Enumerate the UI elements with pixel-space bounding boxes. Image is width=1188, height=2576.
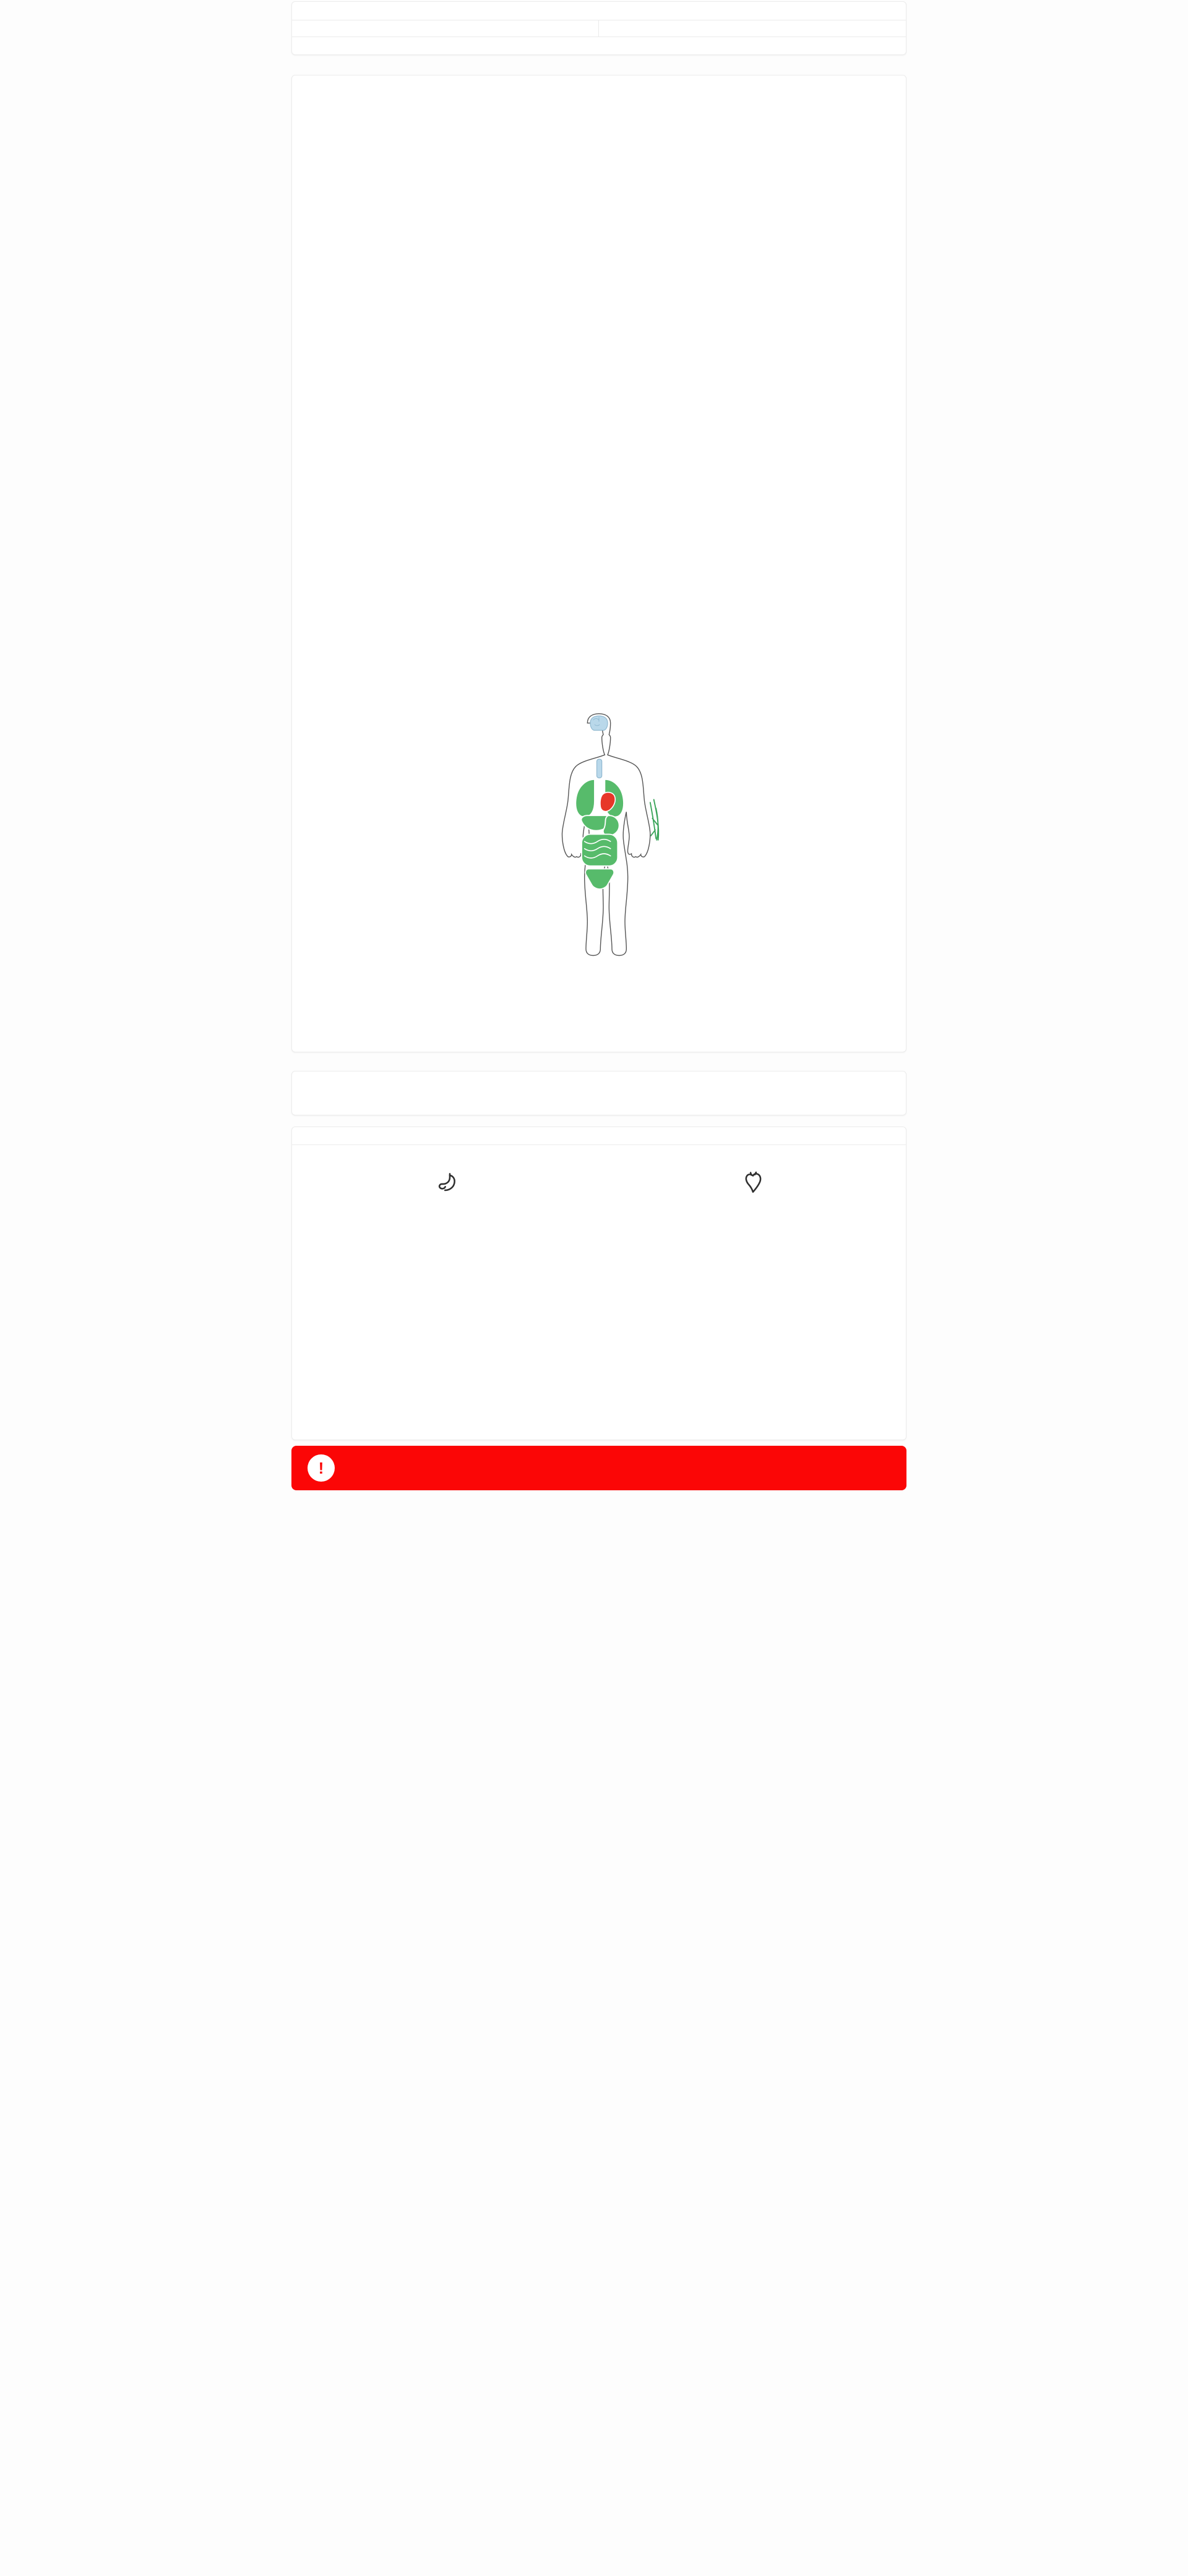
arm-vessels: [650, 800, 658, 840]
body-diagram: [512, 713, 686, 1003]
emotional-state-cell: [292, 20, 599, 36]
recommendation-organs: [292, 1161, 906, 1294]
stomach-organ: [603, 815, 619, 836]
lr-bar-chart: [292, 82, 906, 286]
record-details-card: [291, 1, 906, 55]
medical-disclaimer-banner: [291, 1446, 906, 1490]
stomach-icon: [432, 1170, 459, 1197]
comments-label: [292, 37, 906, 54]
feelings-row: [292, 20, 906, 37]
charts-card: [291, 75, 906, 1052]
recommendation-notes: [292, 1311, 906, 1321]
recommendations-card: [291, 1127, 906, 1440]
record-header: [292, 2, 906, 20]
overall-feeling-cell: [599, 20, 906, 36]
trachea-organ: [597, 759, 602, 778]
content-column: [291, 0, 906, 1513]
heart-icon: [739, 1170, 766, 1197]
organ-radar-chart: [292, 309, 906, 671]
recommendations-title: [292, 1127, 906, 1145]
exclamation-icon: !: [308, 1454, 335, 1482]
indicators-title: [292, 1071, 906, 1090]
brain-organ: [590, 716, 608, 730]
stomach-block: [292, 1161, 599, 1294]
heart-block: [599, 1161, 906, 1294]
stomach-mini-chart: [371, 1197, 520, 1290]
heart-mini-chart: [678, 1197, 827, 1290]
average-value-row: [292, 1090, 906, 1109]
indicators-card: [291, 1071, 906, 1115]
